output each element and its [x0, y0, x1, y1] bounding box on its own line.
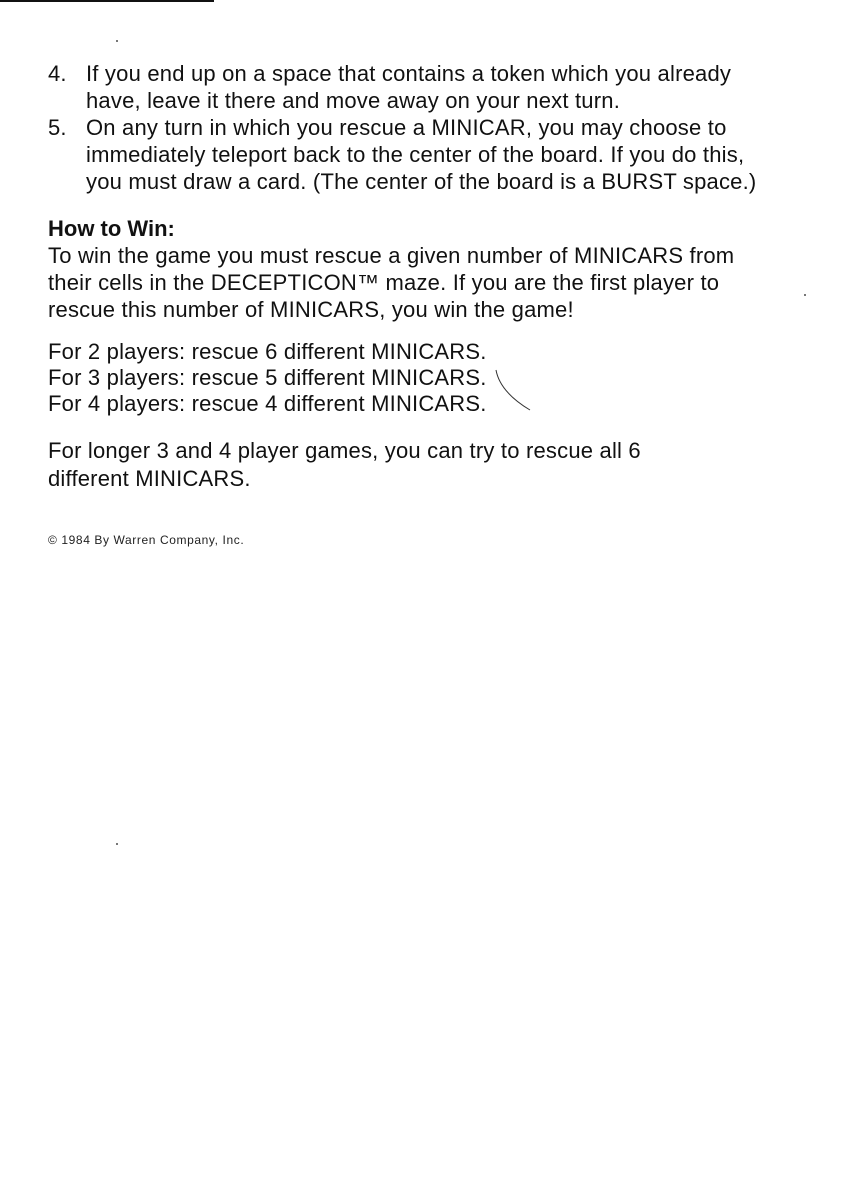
step-list	[48, 60, 828, 195]
top-rule	[0, 0, 214, 2]
player-rule-line	[48, 391, 828, 417]
step-number: 4.	[48, 61, 67, 86]
player-rule-line	[48, 339, 828, 365]
how-to-win-paragraph: To win the game you must rescue a given number of MINICARS from their cells in the DECEPTICON™ maze. If you are the first player to rescue this number of MINICARS, you win the game!	[48, 243, 735, 322]
scan-speck	[116, 40, 118, 42]
player-rule-text: rescue 6 different MINICARS.	[191, 339, 487, 364]
longer-games-note: For longer 3 and 4 player games, you can try to rescue all 6 different MINICARS.	[48, 438, 641, 491]
how-to-win-heading: How to Win:	[48, 216, 175, 241]
step-number: 5.	[48, 115, 67, 140]
player-rule-text: rescue 4 different MINICARS.	[191, 391, 487, 416]
document-page	[48, 60, 828, 547]
copyright-notice: © 1984 By Warren Company, Inc.	[48, 533, 245, 547]
scan-speck	[116, 843, 118, 845]
step-item	[48, 60, 828, 114]
player-rule-text: rescue 5 different MINICARS.	[191, 365, 487, 390]
player-count: For 3 players:	[48, 365, 186, 390]
player-count: For 4 players:	[48, 391, 186, 416]
step-text: If you end up on a space that contains a token which you already have, leave it there and move away on your next turn.	[86, 61, 732, 113]
player-rules	[48, 339, 828, 417]
step-item	[48, 114, 828, 195]
player-count: For 2 players:	[48, 339, 186, 364]
player-rule-line	[48, 365, 828, 391]
step-text: On any turn in which you rescue a MINICAR, you may choose to immediately teleport back to the center of the board. If you do this, you must draw a card. (The center of the board is a BURST space.)	[86, 115, 757, 194]
